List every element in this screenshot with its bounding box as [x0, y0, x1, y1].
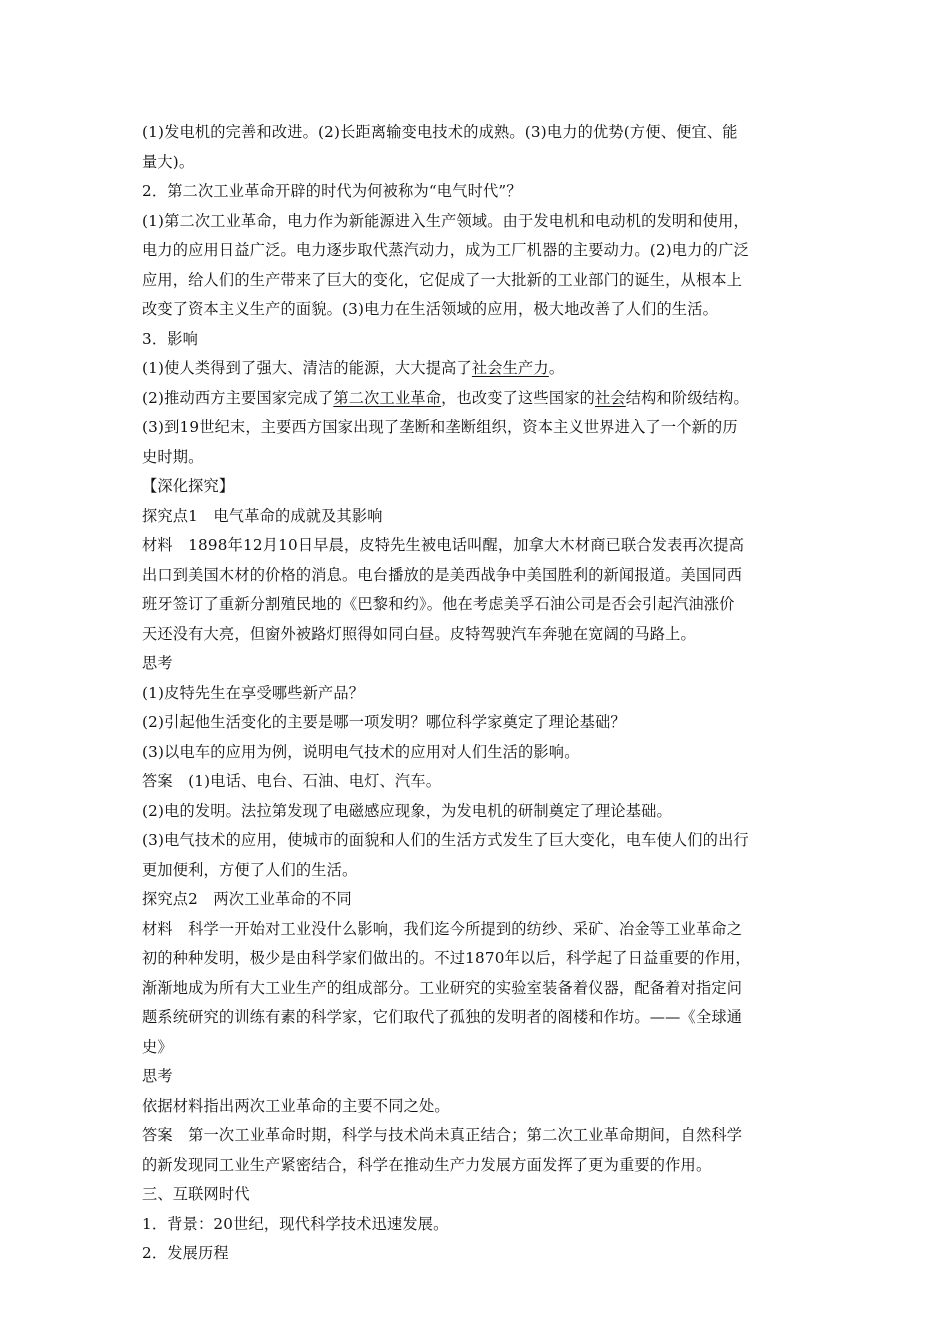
- question-4: 依据材料指出两次工业革命的主要不同之处。: [142, 1096, 450, 1115]
- paragraph-generator-improvements: (1)发电机的完善和改进。(2)长距离输变电技术的成熟。(3)电力的优势(方便、便宜、能 量大)。: [142, 123, 738, 171]
- impact-item-3: (3)到19世纪末，主要西方国家出现了垄断和垄断组织，资本主义世界进入了一个新的历 史时期。: [142, 418, 738, 466]
- question-electric-age: 2．第二次工业革命开辟的时代为何被称为“电气时代”？: [142, 182, 522, 200]
- underlined-term: 社会: [594, 388, 626, 407]
- impact-item-1: (1)使人类得到了强大、清洁的能源，大大提高了社会生产力。: [142, 359, 565, 377]
- think-label-2: 思考: [142, 1067, 173, 1085]
- inquiry-point-2-title: 探究点2 两次工业革命的不同: [142, 890, 352, 908]
- internet-development-heading: 2．发展历程: [142, 1244, 229, 1262]
- inquiry-point-1-title: 探究点1 电气革命的成就及其影响: [142, 506, 383, 525]
- heading-impact: 3．影响: [142, 329, 199, 348]
- answer-2: (2)电的发明。法拉第发现了电磁感应现象，为发电机的研制奠定了理论基础。: [142, 801, 672, 820]
- section-heading-internet-age: 三、互联网时代: [142, 1185, 250, 1203]
- material-2: 材料 科学一开始对工业没什么影响，我们迄今所提到的纺纱、采矿、冶金等工业革命之 初的种种发明，极少是由科学家们做出的。不过1870年以后，科学起了日益重要的作用， 渐渐地成为所有大工业生产的组成部分。工业研究的实验室装备着仪器，配备着对指定问 题系统研究的训练有素的科学家，它们取代了孤独的发明者的阁楼和作坊。——《全球通 史》: [142, 919, 751, 1056]
- internet-background: 1．背景：20世纪，现代科学技术迅速发展。: [142, 1214, 449, 1233]
- question-1: (1)皮特先生在享受哪些新产品？: [142, 683, 365, 702]
- material-1: 材料 1898年12月10日早晨，皮特先生被电话叫醒，加拿大木材商已联合发表再次提高 出口到美国木材的价格的消息。电台播放的是美西战争中美国胜利的新闻报道。美国同西 班牙签订了重新分割殖民地的《巴黎和约》。他在考虑美孚石油公司是否会引起汽油涨价 天还没有大亮，但窗外被路灯照得如同白昼。皮特驾驶汽车奔驰在宽阔的马路上。: [142, 536, 745, 643]
- document-page: [142, 118, 814, 1269]
- underlined-term: 社会生产力: [471, 359, 549, 377]
- impact-item-2: (2)推动西方主要国家完成了第二次工业革命，也改变了这些国家的社会结构和阶级结构。: [142, 388, 749, 407]
- answer-4: 答案 第一次工业革命时期，科学与技术尚未真正结合；第二次工业革命期间，自然科学 的新发现同工业生产紧密结合，科学在推动生产力发展方面发挥了更为重要的作用。: [142, 1126, 743, 1174]
- answer-3: (3)电气技术的应用，使城市的面貌和人们的生活方式发生了巨大变化，电车使人们的出行 更加便利，方便了人们的生活。: [142, 831, 749, 879]
- answer-1: 答案 (1)电话、电台、石油、电灯、汽车。: [142, 772, 442, 790]
- underlined-term: 第二次工业革命: [333, 388, 442, 407]
- question-3: (3)以电车的应用为例，说明电气技术的应用对人们生活的影响。: [142, 742, 580, 761]
- section-heading-deep-inquiry: 【深化探究】: [142, 477, 235, 495]
- paragraph-electric-age-answer: (1)第二次工业革命，电力作为新能源进入生产领域。由于发电机和电动机的发明和使用， 电力的应用日益广泛。电力逐步取代蒸汽动力，成为工厂机器的主要动力。(2)电力的广泛 应用，给人们的生产带来了巨大的变化，它促成了一大批新的工业部门的诞生，从根本上 改变了资本主义生产的面貌。(3)电力在生活领域的应用，极大地改善了人们的生活。: [142, 211, 749, 318]
- question-2: (2)引起他生活变化的主要是哪一项发明？哪位科学家奠定了理论基础？: [142, 713, 626, 731]
- think-label-1: 思考: [142, 654, 173, 672]
